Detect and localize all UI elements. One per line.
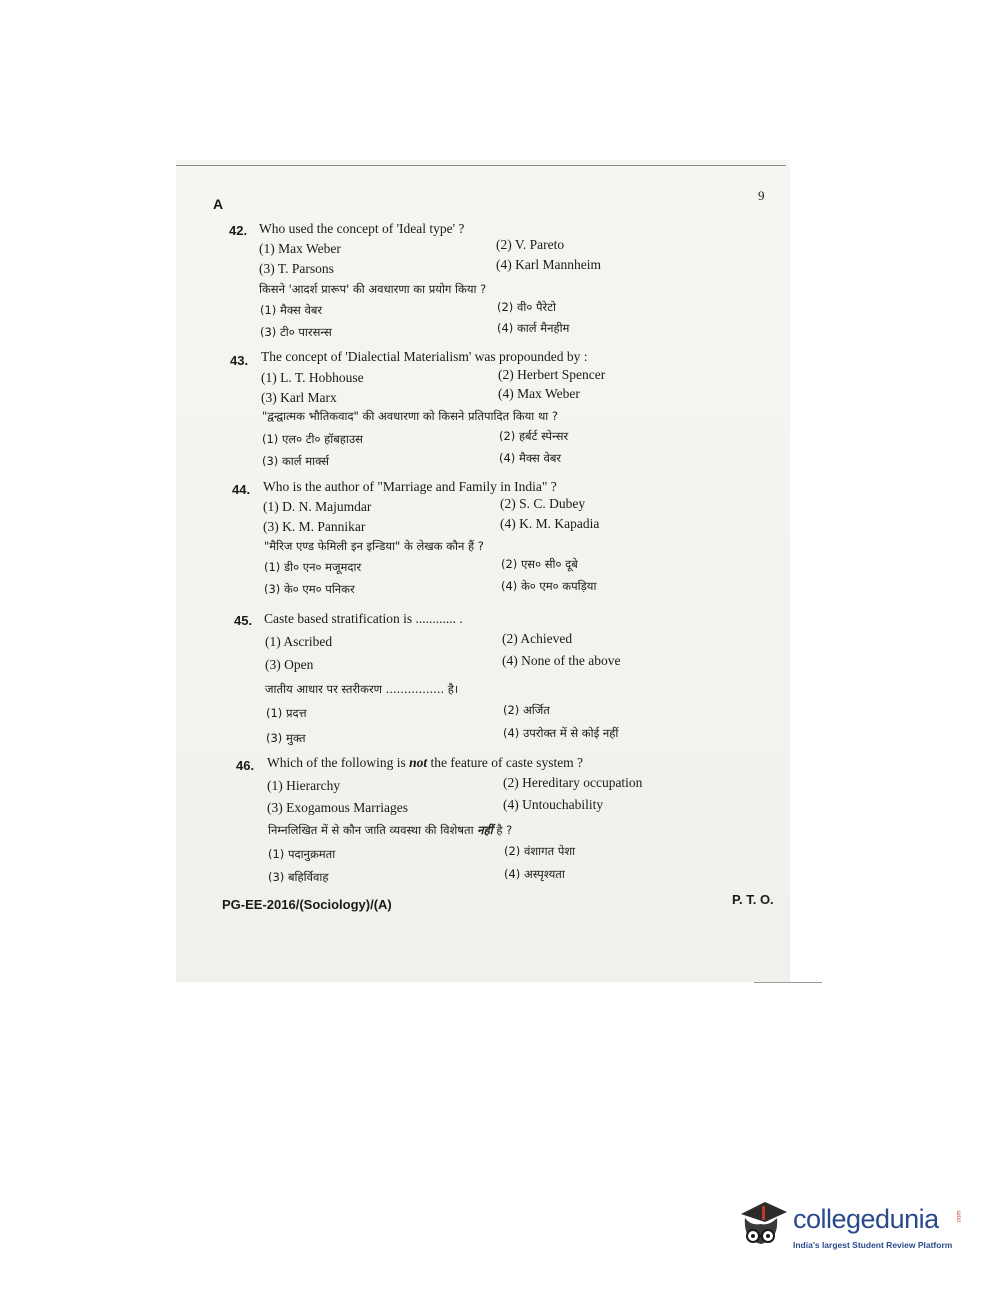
question-text-en: Who used the concept of 'Ideal type' ? bbox=[259, 221, 465, 236]
option-hi: (4) कार्ल मैनहीम bbox=[497, 321, 570, 335]
option-hi: (3) टी० पारसन्स bbox=[260, 325, 332, 339]
option: (2) Achieved bbox=[502, 631, 573, 646]
option: (1) D. N. Majumdar bbox=[263, 499, 372, 514]
question-text-hi: "मैरिज एण्ड फेमिली इन इन्डिया" के लेखक कौन हैं ? bbox=[264, 539, 484, 553]
pto-label: P. T. O. bbox=[732, 892, 774, 907]
question-text-en: Who is the author of "Marriage and Family in India" ? bbox=[263, 479, 557, 494]
option-hi: (2) हर्बर्ट स्पेन्सर bbox=[499, 429, 569, 443]
option: (1) Ascribed bbox=[265, 634, 333, 649]
option: (4) Max Weber bbox=[498, 386, 580, 401]
option-hi: (4) अस्पृश्यता bbox=[504, 867, 565, 881]
option-hi: (4) मैक्स वेबर bbox=[499, 451, 562, 465]
option: (3) Karl Marx bbox=[261, 390, 337, 405]
question-number: 43. bbox=[230, 353, 249, 368]
brand-name: collegedunia bbox=[793, 1204, 939, 1234]
question-text-part: the feature of caste system ? bbox=[427, 755, 584, 770]
option: (2) V. Pareto bbox=[496, 237, 565, 252]
option: (3) Exogamous Marriages bbox=[267, 800, 408, 815]
question-text-part: निम्नलिखित में से कौन जाति व्यवस्था की विशेषता bbox=[268, 823, 478, 837]
option-hi: (3) कार्ल मार्क्स bbox=[262, 454, 330, 468]
set-letter: A bbox=[213, 196, 224, 212]
option: (4) K. M. Kapadia bbox=[500, 516, 600, 531]
question-text-hi: जातीय आधार पर स्तरीकरण ................ है। bbox=[265, 682, 459, 696]
option-hi: (4) के० एम० कपड़िया bbox=[501, 579, 597, 593]
question-text-hi bbox=[268, 821, 512, 839]
option-hi: (1) एल० टी० हॉबहाउस bbox=[262, 432, 363, 446]
emphasis: नहीं bbox=[477, 823, 493, 837]
option-hi: (1) मैक्स वेबर bbox=[260, 303, 323, 317]
option-hi: (1) पदानुक्रमता bbox=[268, 847, 336, 861]
question-text-en bbox=[267, 754, 583, 772]
option-hi: (3) मुक्त bbox=[266, 731, 306, 745]
question-text-en: The concept of 'Dialectial Materialism' was propounded by : bbox=[261, 349, 588, 364]
option: (1) Hierarchy bbox=[267, 778, 341, 793]
option-hi: (2) वंशागत पेशा bbox=[504, 844, 576, 858]
option-hi: (1) प्रदत्त bbox=[266, 706, 307, 720]
question-number: 44. bbox=[232, 482, 251, 497]
option-hi: (2) वी० पैरेटो bbox=[497, 300, 556, 314]
question-text-part: Which of the following is bbox=[267, 755, 410, 770]
option-hi: (1) डी० एन० मजूमदार bbox=[264, 560, 362, 574]
question-number: 42. bbox=[229, 223, 248, 238]
option: (3) K. M. Pannikar bbox=[263, 519, 366, 534]
top-rule bbox=[176, 165, 786, 166]
option: (4) Untouchability bbox=[503, 797, 604, 812]
option: (2) S. C. Dubey bbox=[500, 496, 586, 511]
emphasis: not bbox=[409, 755, 428, 770]
brand-tagline: India's largest Student Review Platform bbox=[793, 1240, 953, 1250]
page-number: 9 bbox=[758, 188, 765, 203]
question-number: 45. bbox=[234, 613, 253, 628]
mascot-icon bbox=[735, 1196, 791, 1260]
option: (3) T. Parsons bbox=[259, 261, 334, 276]
option: (1) L. T. Hobhouse bbox=[261, 370, 364, 385]
option: (2) Hereditary occupation bbox=[503, 775, 643, 790]
option-hi: (3) बहिर्विवाह bbox=[268, 870, 329, 884]
option: (1) Max Weber bbox=[259, 241, 341, 256]
brand-domain: .com bbox=[956, 1210, 963, 1224]
question-text-en: Caste based stratification is ............ . bbox=[264, 611, 463, 626]
option-hi: (3) के० एम० पनिकर bbox=[264, 582, 355, 596]
option: (3) Open bbox=[265, 657, 314, 672]
collegedunia-logo[interactable] bbox=[735, 1196, 965, 1260]
paper-code: PG-EE-2016/(Sociology)/(A) bbox=[222, 897, 392, 912]
option-hi: (2) एस० सी० दूबे bbox=[501, 557, 578, 571]
option: (4) None of the above bbox=[502, 653, 621, 668]
question-text-hi: किसने 'आदर्श प्रारूप' की अवधारणा का प्रयोग किया ? bbox=[259, 282, 487, 296]
option: (2) Herbert Spencer bbox=[498, 367, 606, 382]
option-hi: (4) उपरोक्त में से कोई नहीं bbox=[503, 726, 619, 740]
option: (4) Karl Mannheim bbox=[496, 257, 601, 272]
question-text-hi: "द्वन्द्वात्मक भौतिकवाद" की अवधारणा को किसने प्रतिपादित किया था ? bbox=[262, 409, 559, 423]
bottom-rule bbox=[754, 982, 822, 983]
question-text-part: है ? bbox=[492, 823, 513, 837]
question-number: 46. bbox=[236, 758, 255, 773]
option-hi: (2) अर्जित bbox=[503, 703, 550, 717]
